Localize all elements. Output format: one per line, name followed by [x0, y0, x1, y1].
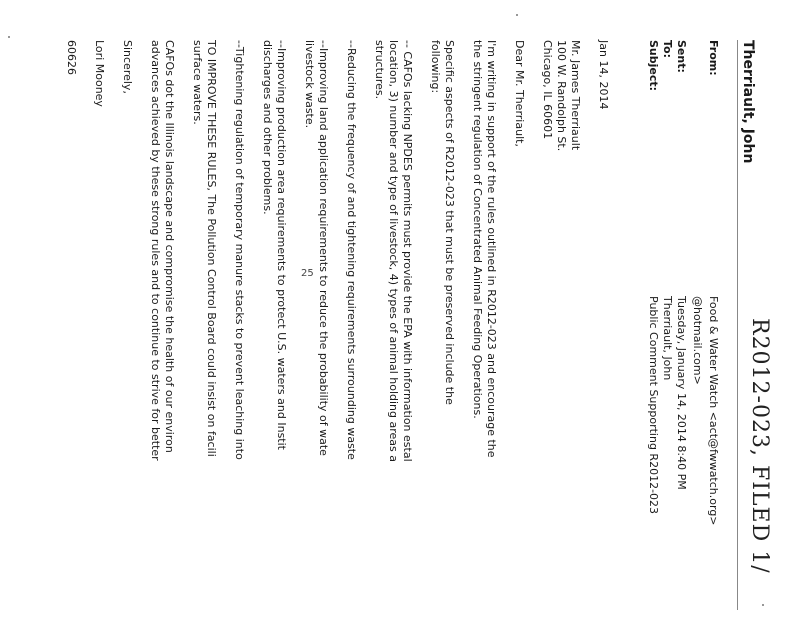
field-subject [647, 40, 660, 92]
paragraph-line: Specific aspects of R2012-023 that must be preserved include the [443, 40, 456, 405]
field-value-sent: Tuesday, January 14, 2014 8:40 PM [675, 296, 688, 490]
address-line: Chicago, IL 60601 [541, 40, 554, 140]
field-value-to: Therriault, John [661, 296, 674, 381]
field-value-subject: Public Comment Supporting R2012-023 [647, 296, 660, 515]
letter-date: Jan 14, 2014 [597, 40, 610, 110]
paragraph-line: surface waters. [191, 40, 204, 125]
field-value-from: Food & Water Watch <act@fwwatch.org> [707, 296, 720, 526]
paragraph-line: location, 3) number and type of livestock, 4) types of animal holding areas a [387, 40, 400, 462]
closing: Sincerely, [121, 40, 134, 94]
paragraph-line: discharges and other problems. [261, 40, 274, 215]
field-label: Subject: [647, 40, 660, 92]
paragraph-line: structures. [373, 40, 386, 100]
scan-speck [762, 604, 764, 606]
field-label: From: [707, 40, 720, 76]
paragraph-line: --Improving land application requirements to reduce the probability of wate [317, 40, 330, 456]
scan-speck [516, 14, 518, 16]
paragraph-line: --Tightening regulation of temporary manure stacks to prevent leaching into [233, 40, 246, 460]
scan-speck [8, 36, 10, 38]
paragraph-line: following: [429, 40, 442, 94]
address-line: 100 W. Randolph St. [555, 40, 568, 152]
paragraph-line: --Improving production area requirements to protect U.S. waters and Instit [275, 40, 288, 450]
salutation: Dear Mr. Therriault, [513, 40, 526, 147]
signature-name: Lori Mooney [93, 40, 106, 107]
header-rule [737, 40, 738, 610]
paragraph-line: CAFOs dot the Illinois landscape and compromise the health of our environ [163, 40, 176, 453]
paragraph-line: advances achieved by these strong rules and to continue to strive for better [149, 40, 162, 461]
signature-zip: 60626 [65, 40, 78, 75]
field-value-from-continued: @hotmail.com> [691, 296, 704, 385]
paragraph-line: --Reducing the frequency of and tightening requirements surrounding waste [345, 40, 358, 460]
paragraph-line: -- CAFOs lacking NPDES permits must provide the EPA with information estal [401, 40, 414, 462]
filing-stamp: R2012-023, FILED 1/ [747, 318, 772, 574]
field-label: Sent: [675, 40, 688, 73]
field-sent [675, 40, 688, 92]
field-from-continued [691, 40, 704, 92]
paragraph-line: I'm writing in support of the rules outlined in R2012-023 and encourage the [485, 40, 498, 458]
address-line: Mr. James Therriault [569, 40, 582, 151]
field-to [661, 40, 674, 92]
field-label: To: [661, 40, 674, 58]
paragraph-line: the stringent regulation of Concentrated Animal Feeding Operations. [471, 40, 484, 419]
field-from [707, 40, 720, 92]
paragraph-line: TO IMPROVE THESE RULES, The Pollution Control Board could insist on facili [205, 40, 218, 457]
page-number: 25 [301, 268, 314, 279]
header-name: Therriault, John [740, 40, 756, 164]
paragraph-line: livestock waste. [303, 40, 316, 129]
